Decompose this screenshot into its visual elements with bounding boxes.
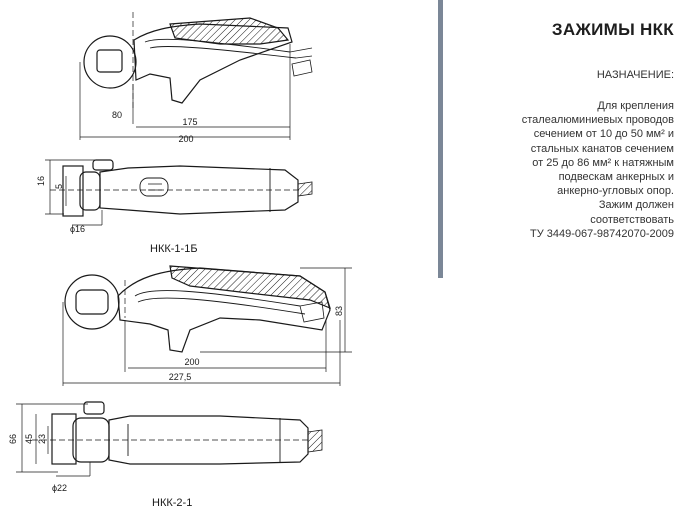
dim-200-b: 200	[184, 357, 200, 367]
nkk1-top-view	[50, 160, 312, 216]
purpose-line: сталеалюминиевых проводов	[521, 114, 674, 127]
purpose-line: стальных канатов сечением	[530, 142, 674, 155]
purpose-heading: НАЗНАЧЕНИЕ:	[596, 69, 674, 81]
purpose-line: ТУ 3449-067-98742070-2009	[530, 227, 674, 240]
dim-83: 83	[334, 305, 344, 316]
purpose-line: анкерно-угловых опор.	[557, 185, 674, 198]
dim-80: 80	[111, 110, 122, 120]
purpose-line: соответствовать	[590, 213, 674, 226]
caption-nkk-2-1: НКК-2-1	[152, 497, 193, 509]
dim-227-5: 227,5	[168, 372, 192, 382]
dim-45: 45	[24, 433, 34, 444]
dim-16: 16	[36, 175, 46, 186]
dim-phi16: ϕ16	[70, 224, 86, 234]
purpose-line: Для крепления	[597, 100, 674, 112]
dim-200: 200	[178, 134, 194, 144]
purpose-line: Зажим должен	[598, 199, 674, 212]
purpose-line: от 25 до 86 мм² к натяжным	[532, 156, 674, 169]
purpose-description	[459, 99, 674, 241]
dim-phi22: ϕ22	[52, 483, 68, 493]
purpose-line: подвескам анкерных и	[558, 171, 674, 184]
nkk1-side-view	[84, 12, 312, 108]
dim-66: 66	[8, 433, 18, 444]
page-title: ЗАЖИМЫ НКК	[551, 20, 674, 39]
dim-175: 175	[182, 117, 198, 127]
info-panel	[443, 0, 690, 516]
dim-5: 5	[54, 183, 64, 189]
nkk2-top-view	[32, 402, 322, 464]
nkk2-side-view	[65, 266, 330, 352]
caption-nkk-1-1b: НКК-1-1Б	[150, 243, 198, 255]
purpose-line: сечением от 10 до 50 мм² и	[533, 128, 674, 141]
dim-23: 23	[37, 433, 47, 444]
